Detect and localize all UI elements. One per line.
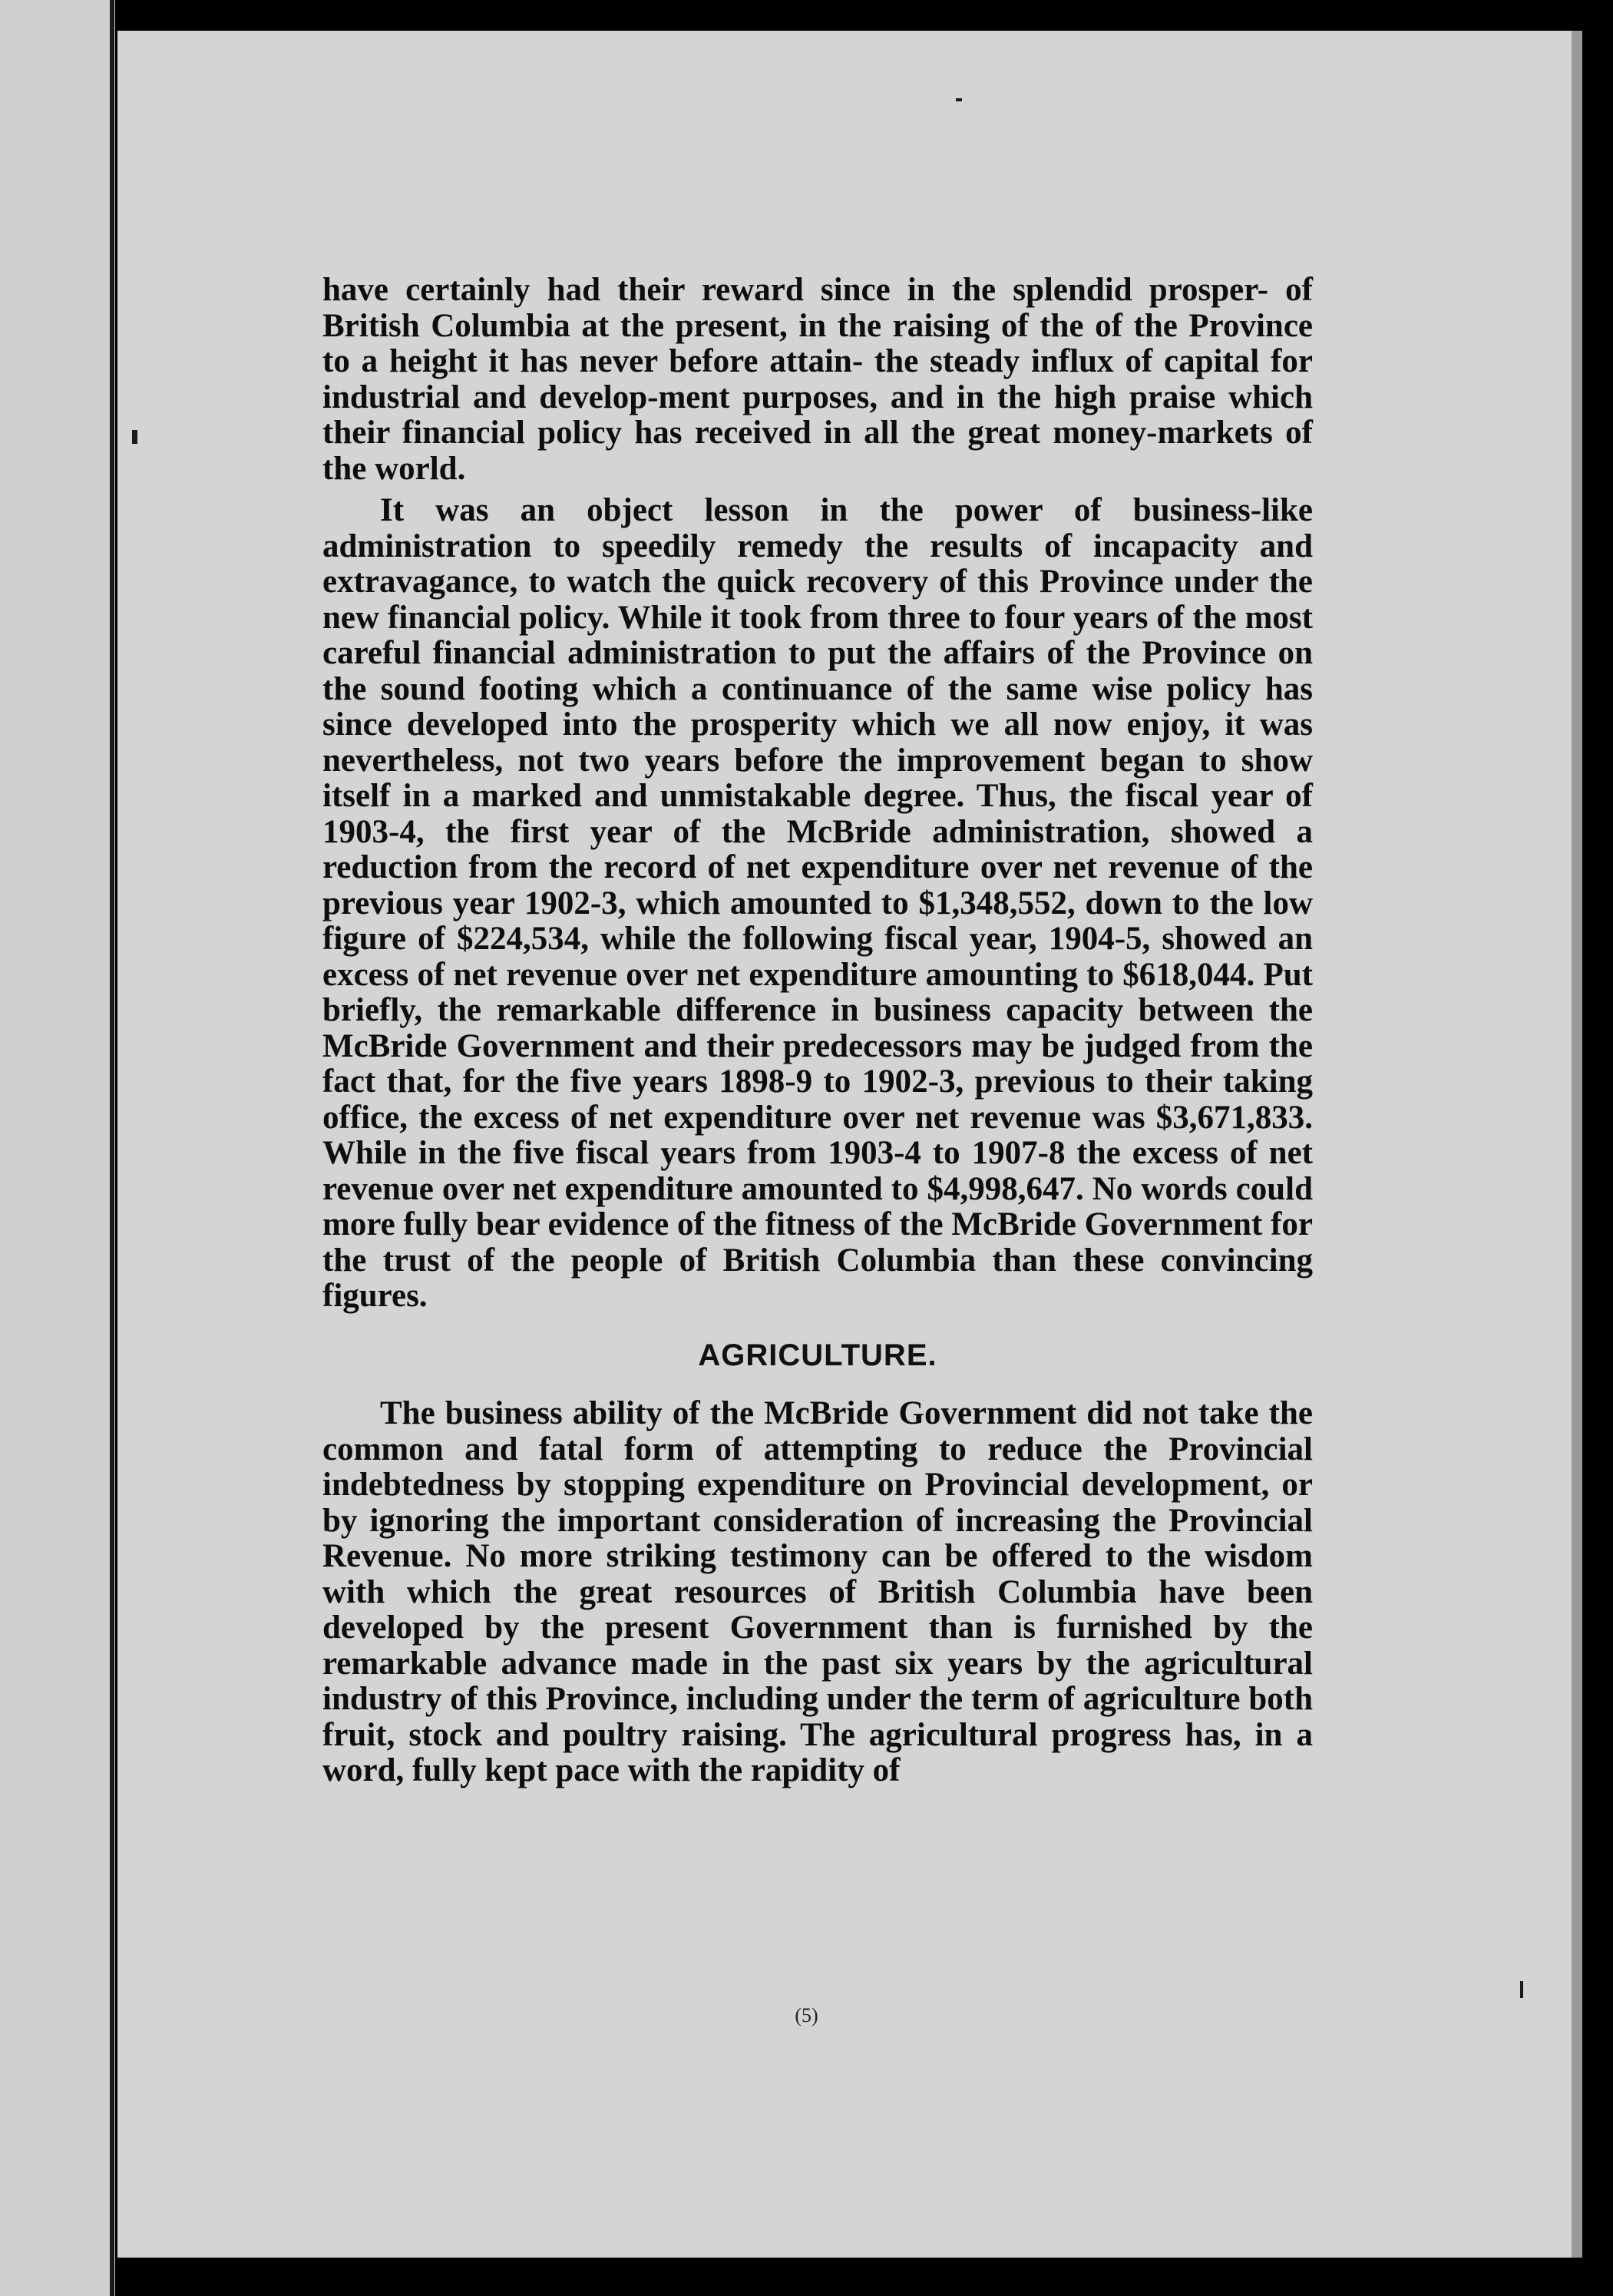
body-paragraph-1: have certainly had their reward since in the splendid prosper- of British Columbia at the present, in the raising of the of the Province to a height it has never before attain- the steady influx of capital for industrial and develop-ment purposes, and in the high praise which their financial policy has received in all the great money-markets of the world. <box>322 272 1313 487</box>
page-edge-shadow <box>1572 31 1582 2258</box>
agriculture-paragraph: The business ability of the McBride Government did not take the common and fatal form of attempting to reduce the Provincial indebtedness by stopping expenditure on Provincial development, or by ignoring the important consideration of increasing the Provincial Revenue. No more striking testimony can be offered to the wisdom with which the great resources of British Columbia have been developed by the present Government than is furnished by the remarkable advance made in the past six years by the agricultural industry of this Province, including under the term of agriculture both fruit, stock and poultry raising. The agricultural progress has, in a word, fully kept pace with the rapidity of <box>322 1395 1313 1788</box>
left-page-strip <box>0 0 115 2296</box>
page-fold-line <box>110 0 114 2296</box>
section-heading: AGRICULTURE. <box>698 1338 937 1372</box>
page-number: (5) <box>795 2004 818 2026</box>
document-body <box>322 273 1313 1795</box>
margin-mark <box>132 430 137 444</box>
right-speck <box>1520 1981 1523 1998</box>
top-speck <box>956 98 962 101</box>
body-paragraph-2: It was an object lesson in the power of business-like administration to speedily remedy the results of incapacity and extravagance, to watch the quick recovery of this Province under the new financial policy. While it took from three to four years of the most careful financial administration to put the affairs of the Province on the sound footing which a continuance of the same wise policy has since developed into the prosperity which we all now enjoy, it was nevertheless, not two years before the improvement began to show itself in a marked and unmistakable degree. Thus, the fiscal year of 1903-4, the first year of the McBride administration, showed a reduction from the record of net expenditure over net revenue of the previous year 1902-3, which amounted to $1,348,552, down to the low figure of $224,534, while the following fiscal year, 1904-5, showed an excess of net revenue over net expenditure amounting to $618,044. Put briefly, the remarkable difference in business capacity between the McBride Government and their predecessors may be judged from the fact that, for the five years 1898-9 to 1902-3, previous to their taking office, the excess of net expenditure over net revenue was $3,671,833. While in the five fiscal years from 1903-4 to 1907-8 the excess of net revenue over net expenditure amounted to $4,998,647. No words could more fully bear evidence of the fitness of the McBride Government for the trust of the people of British Columbia than these convincing figures. <box>322 492 1313 1314</box>
